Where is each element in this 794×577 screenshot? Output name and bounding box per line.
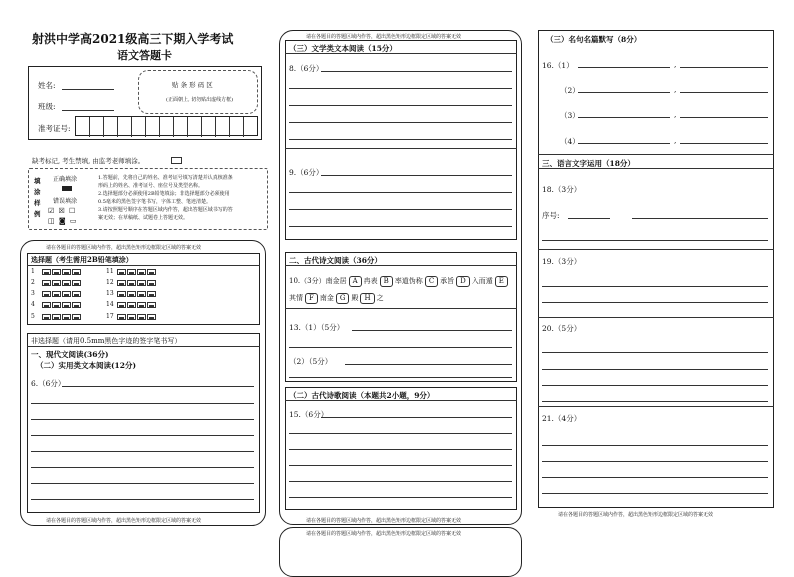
warning-top-col1: 请在各题目的答题区域内作答，超出黑色矩形边框限定区域的答案无效 <box>46 245 202 251</box>
exam-subtitle: 语文答题卡 <box>117 49 172 62</box>
exam-no-grid[interactable] <box>75 116 258 136</box>
absence-mark-box[interactable] <box>171 157 182 164</box>
mc-row-14[interactable]: 14 <box>106 301 157 308</box>
q9-line-3[interactable] <box>289 209 512 210</box>
q21-label: 21.（4分） <box>542 414 582 423</box>
q9-label: 9.（6分） <box>289 168 324 177</box>
section-famous-quotes: （三）名句名篇默写（8分） <box>546 35 642 44</box>
q15-label: 15.（6分） <box>289 410 329 419</box>
barcode-note: (正面朝上, 切勿贴出虚线方框) <box>166 97 234 103</box>
q20-line-3[interactable] <box>542 385 768 386</box>
mc-row-4[interactable]: 4 <box>31 301 82 308</box>
q16-4-blank-a[interactable] <box>578 143 670 144</box>
col3-divider-3 <box>538 249 774 250</box>
q8-label: 8.（6分） <box>289 64 324 73</box>
lit-divider <box>285 53 517 54</box>
q15-line-5[interactable] <box>289 481 512 482</box>
q16-1-label: 16.（1） <box>542 61 574 70</box>
q18-label: 18.（3分） <box>542 185 582 194</box>
q6-label: 6.（6分） <box>31 379 66 388</box>
classical-divider <box>285 265 517 266</box>
q13-2-label: （2）（5分） <box>289 357 333 366</box>
q13-1-label: 13.（1）（5分） <box>289 323 345 332</box>
mc-row-13[interactable]: 13 <box>106 290 157 297</box>
wrong-fill-icons-2: ◫ ◙ ▭ <box>48 217 78 225</box>
q6-line-1[interactable] <box>62 386 254 387</box>
col3-divider-5 <box>538 406 774 407</box>
q15-line-1[interactable] <box>321 417 512 418</box>
q10-line-2[interactable]: 其情 F 南金 G 殿 H 之 <box>289 294 384 302</box>
q15-line-2[interactable] <box>289 433 512 434</box>
section-literary-text: （三）文学类文本阅读（15分） <box>289 44 397 53</box>
q21-line-3[interactable] <box>542 477 768 478</box>
q15-line-4[interactable] <box>289 465 512 466</box>
q8-line-1[interactable] <box>321 71 512 72</box>
q6-line-5[interactable] <box>31 451 254 452</box>
q16-3-blank-b[interactable] <box>680 117 768 118</box>
q16-3-blank-a[interactable] <box>578 117 670 118</box>
section-language-use: 三、语言文字运用（18分） <box>542 159 635 168</box>
q16-1-blank-a[interactable] <box>578 67 670 68</box>
answer-area-col3 <box>538 30 774 508</box>
q16-2-blank-b[interactable] <box>680 92 768 93</box>
warning-top-col2: 请在各题目的答题区域内作答，超出黑色矩形边框限定区域的答案无效 <box>306 34 462 40</box>
q18-seq-label: 序号: <box>542 211 560 220</box>
name-field[interactable] <box>62 89 114 90</box>
q16-4-label: （4） <box>560 137 580 146</box>
correct-fill-label: 正确填涂 <box>53 176 78 183</box>
wrong-fill-label: 错误填涂 <box>53 198 78 205</box>
q10-line-1[interactable]: 10.（3分）南金居 A 冉表 B 率道伪称 C 承旨 D 入而遁 E <box>289 276 510 287</box>
mc-row-5[interactable]: 5 <box>31 313 82 320</box>
q19-label: 19.（3分） <box>542 257 582 266</box>
q16-1-blank-b[interactable] <box>680 67 768 68</box>
q19-line-1[interactable] <box>542 286 768 287</box>
exam-no-label: 准考证号: <box>38 124 71 133</box>
absence-text: 缺考标记, 考生禁填, 由监考老师填涂。 <box>32 157 145 165</box>
exam-title: 射洪中学高2021级高三下期入学考试 <box>32 32 234 46</box>
wrong-fill-icons: ☑ ☒ ☐ <box>48 207 77 215</box>
q16-4-comma: , <box>674 136 677 145</box>
q20-line-1[interactable] <box>542 352 768 353</box>
q6-line-2[interactable] <box>31 403 254 404</box>
nonmc-title: 非选择题（请用0.5mm黑色字迹的签字笔书写） <box>31 337 182 345</box>
q16-4-blank-b[interactable] <box>680 143 768 144</box>
sample-notes: 1.答题前，先将自己的姓名、准考证号填写清楚并认真核准条 形码上的姓名、准考证号、座位号及类型名称。 2.选择题部分必须使用2B铅笔填涂；非选择题部分必须使用 0.5毫米的黑色签字笔书写，字体工整、笔迹清楚。 3.请按照题号顺序在答题区域内作答，超出答题区域书写的答 案无效；在草稿纸、试题卷上答题无效。 <box>98 175 233 221</box>
q16-3-label: （3） <box>560 111 580 120</box>
warning-bottom-col2: 请在各题目的答题区域内作答，超出黑色矩形边框限定区域的答案无效 <box>306 518 462 524</box>
q20-line-4[interactable] <box>542 401 768 402</box>
q8-q9-divider <box>285 148 517 149</box>
col3-divider-1 <box>538 154 774 155</box>
section-ancient-poem: （二）古代诗歌阅读（本题共2小题，9分） <box>289 391 435 400</box>
q13-2-line-2[interactable] <box>289 377 512 378</box>
q8-line-3[interactable] <box>289 105 512 106</box>
q13-1-line-1[interactable] <box>352 330 512 331</box>
warning-next-page: 请在各题目的答题区域内作答，超出黑色矩形边框限定区域的答案无效 <box>306 531 462 537</box>
q16-3-comma: , <box>674 110 677 119</box>
q16-2-blank-a[interactable] <box>578 92 670 93</box>
warning-bottom-col3: 请在各题目的答题区域内作答，超出黑色矩形边框限定区域的答案无效 <box>558 512 714 518</box>
q21-line-1[interactable] <box>542 445 768 446</box>
q10-divider <box>285 308 517 309</box>
sample-side-label: 填涂样例 <box>34 177 41 218</box>
q6-line-4[interactable] <box>31 435 254 436</box>
class-label: 班级: <box>38 102 56 111</box>
q16-1-comma: , <box>674 60 677 69</box>
mc-row-2[interactable]: 2 <box>31 279 82 286</box>
q21-line-4[interactable] <box>542 493 768 494</box>
q6-line-8[interactable] <box>31 499 254 500</box>
q9-line-2[interactable] <box>289 192 512 193</box>
q18-line-2[interactable] <box>542 240 768 241</box>
q8-line-2[interactable] <box>289 88 512 89</box>
mc-title: 选择题（考生需用2B铅笔填涂） <box>31 255 133 264</box>
q9-line-4[interactable] <box>289 226 512 227</box>
q16-2-label: （2） <box>560 86 580 95</box>
q6-line-7[interactable] <box>31 483 254 484</box>
name-label: 姓名: <box>38 81 56 90</box>
q6-line-6[interactable] <box>31 467 254 468</box>
section-practical-text: （二）实用类文本阅读(12分) <box>36 361 137 370</box>
q15-line-3[interactable] <box>289 449 512 450</box>
q13-1-line-2[interactable] <box>289 347 512 348</box>
col3-divider-2 <box>538 168 774 169</box>
barcode-area <box>138 70 258 114</box>
mc-row-1[interactable]: 1 <box>31 268 82 275</box>
q15-line-6[interactable] <box>289 497 512 498</box>
barcode-title: 贴 条 形 码 区 <box>172 81 213 89</box>
q8-line-4[interactable] <box>289 122 512 123</box>
nonmc-divider <box>27 346 260 347</box>
q20-label: 20.（5分） <box>542 324 582 333</box>
mc-divider <box>27 265 260 266</box>
poem-divider <box>285 400 517 401</box>
mc-row-12[interactable]: 12 <box>106 279 157 286</box>
class-field[interactable] <box>62 110 114 111</box>
q18-seq-field[interactable] <box>568 218 610 219</box>
mc-row-17[interactable]: 17 <box>106 313 157 320</box>
q21-line-2[interactable] <box>542 461 768 462</box>
q13-2-line-1[interactable] <box>345 364 512 365</box>
correct-fill-icon <box>62 186 72 191</box>
section-modern-reading: 一、现代文阅读(36分) <box>31 350 109 359</box>
q20-line-2[interactable] <box>542 369 768 370</box>
warning-bottom-col1: 请在各题目的答题区域内作答，超出黑色矩形边框限定区域的答案无效 <box>46 518 202 524</box>
section-classical-poetry-prose: 二、古代诗文阅读（36分） <box>289 256 382 265</box>
q18-line-1[interactable] <box>632 218 768 219</box>
q19-line-2[interactable] <box>542 302 768 303</box>
q16-2-comma: , <box>674 85 677 94</box>
mc-row-11[interactable]: 11 <box>106 268 157 275</box>
col3-divider-4 <box>538 317 774 318</box>
mc-row-3[interactable]: 3 <box>31 290 82 297</box>
q9-line-1[interactable] <box>321 175 512 176</box>
q6-line-3[interactable] <box>31 419 254 420</box>
q8-line-5[interactable] <box>289 139 512 140</box>
